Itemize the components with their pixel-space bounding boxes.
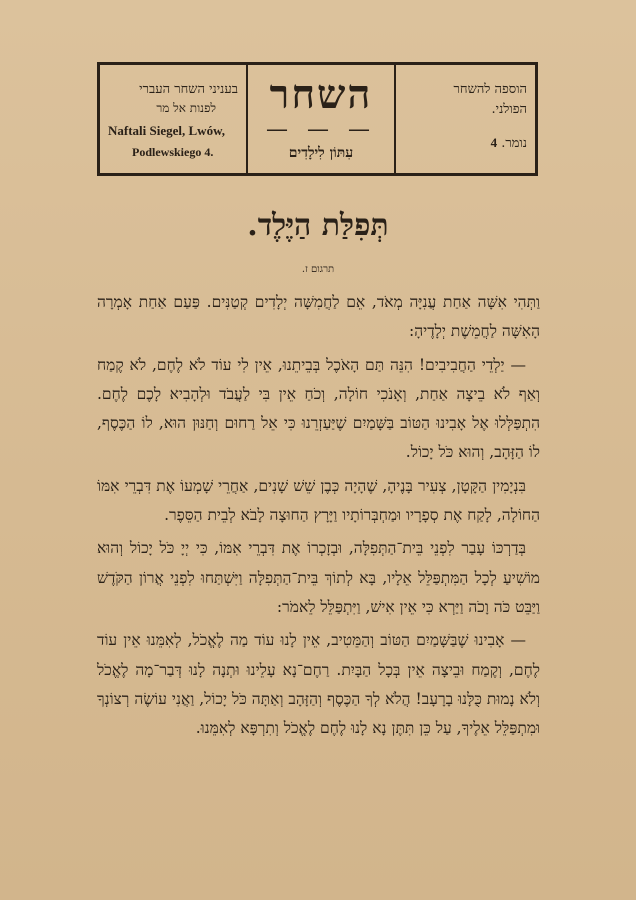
issue-number-value: 4: [490, 135, 498, 150]
newspaper-title: השחר: [269, 71, 373, 118]
issue-number-label: נומר: [505, 136, 527, 151]
supplement-line-1: הוספה להשחר: [453, 82, 527, 97]
article-paragraph: בְּדַרְכּוֹ עָבַר לִפְנֵי בֵּית־הַתְּפִלָּה, וּבְזָכְרוֹ אֶת דִּבְרֵי אִמּוֹ, כִּי יְיָ כֹּל יָכוֹל וְהוּא מוֹשִׁיעַ לְכָל הַמִּתְפַּלֵּל אֵלָיו, בָּא לְתוֹךְ בֵּית־הַתְּפִלָּה וַיִּשְׁתַּחוּ לִפְנֵי אֲרוֹן הַקֹּדֶשׁ וַיַּבֵּט כֹּה וָכֹה וַיַּרְא כִּי אֵין אִישׁ, וַיִּתְפַּלֵּל לֵאמֹר:: [97, 539, 540, 616]
contact-line-1: בעניני השחר העברי: [139, 82, 238, 97]
masthead-title-block: [248, 65, 396, 173]
issue-number: נומר. 4: [490, 135, 527, 151]
newspaper-subtitle: עִתּוֹן לִילָדִים: [288, 145, 354, 161]
article-body: [97, 288, 540, 747]
masthead-contact: [100, 65, 248, 173]
supplement-line-2: הפולני.: [491, 102, 527, 117]
title-dashes: — — —: [266, 117, 376, 142]
article-paragraph: וַתְּהִי אִשָּׁה אַחַת עֲנִיָּה מְאֹד, אֵם לַחֲמִשָּׁה יְלָדִים קְטַנִּים. פַּעַם אַחַת אָמְרָה הָאִשָּׁה לַחֲמֵשֶׁת יְלָדֶיהָ:: [97, 293, 540, 341]
article-byline: תרגום ז.: [301, 264, 335, 275]
contact-address: Podlewskiego 4.: [132, 145, 214, 159]
article-paragraph: — יַלְדֵי הַחֲבִיבִים! הִנֵּה תַּם הָאֹכֶל בְּבֵיתֵנוּ, אֵין לִי עוֹד לֹא לֶחֶם, לֹא קֶמַח וְאַף לֹא בֵיצָה אַחַת, וְאָנֹכִי חוֹלָה, וְכֹחַ אֵין בִּי לַעֲבֹד וּלְהָבִיא לָכֶם לֶחֶם. הִתְפַּלְּלוּ אֶל אָבִינוּ הַטּוֹב בַּשָּׁמַיִם שֶׁיַּעַזְרֵנוּ כִּי אֵל רַחוּם וְחַנּוּן הוּא, לוֹ הַכֶּסֶף, לוֹ הַזָּהָב, וְהוּא כֹּל יָכוֹל.: [97, 355, 540, 462]
masthead: [97, 62, 538, 176]
contact-line-2: לפנות אל מר: [156, 101, 216, 115]
contact-name: Naftali Siegel, Lwów,: [108, 123, 225, 138]
masthead-supplement: [396, 65, 535, 173]
article-paragraph: — אָבִינוּ שֶׁבַּשָּׁמַיִם הַטּוֹב וְהַמֵּטִיב, אֵין לָנוּ עוֹד מַה לֶאֱכֹל, לְאִמֵּנוּ אֵין עוֹד לֶחֶם, וְקֶמַח וּבֵיצָה אֵין בְּכָל הַבָּיִת. רַחֶם־נָא עָלֵינוּ וּתְנָה לָנוּ דְּבַר־מָה לֶאֱכֹל וְלֹא נָמוּת כֻּלָּנוּ בָרָעָב! הֲלֹא לְךָ הַכֶּסֶף וְהַזָּהָב וְאַתָּה כֹּל יָכוֹל, וַאֲנִי עוֹשֶׂה רְצוֹנְךָ וּמִתְפַּלֵּל אֵלֶיךָ, עַל כֵּן תִּתֶּן נָא לָנוּ לֶחֶם לֶאֱכֹל וְתִרְפָּא לְאִמֵּנוּ.: [97, 631, 540, 738]
article-paragraph: בִּנְיָמִין הַקָּטָן, צְעִיר בָּנֶיהָ, שֶׁהָיָה כְּבֶן שֵׁשׁ שָׁנִים, אַחֲרֵי שָׁמְעוֹ אֶת דִּבְרֵי אִמּוֹ הַחוֹלָה, לָקַח אֶת סְפָרָיו וּמַחְבְּרוֹתָיו וַיָּרָץ הַחוּצָה לָבֹא לְבֵית הַסֵּפֶר.: [97, 476, 540, 525]
article-title: תְּפִלַּת הַיֶּלֶד.: [247, 208, 389, 243]
